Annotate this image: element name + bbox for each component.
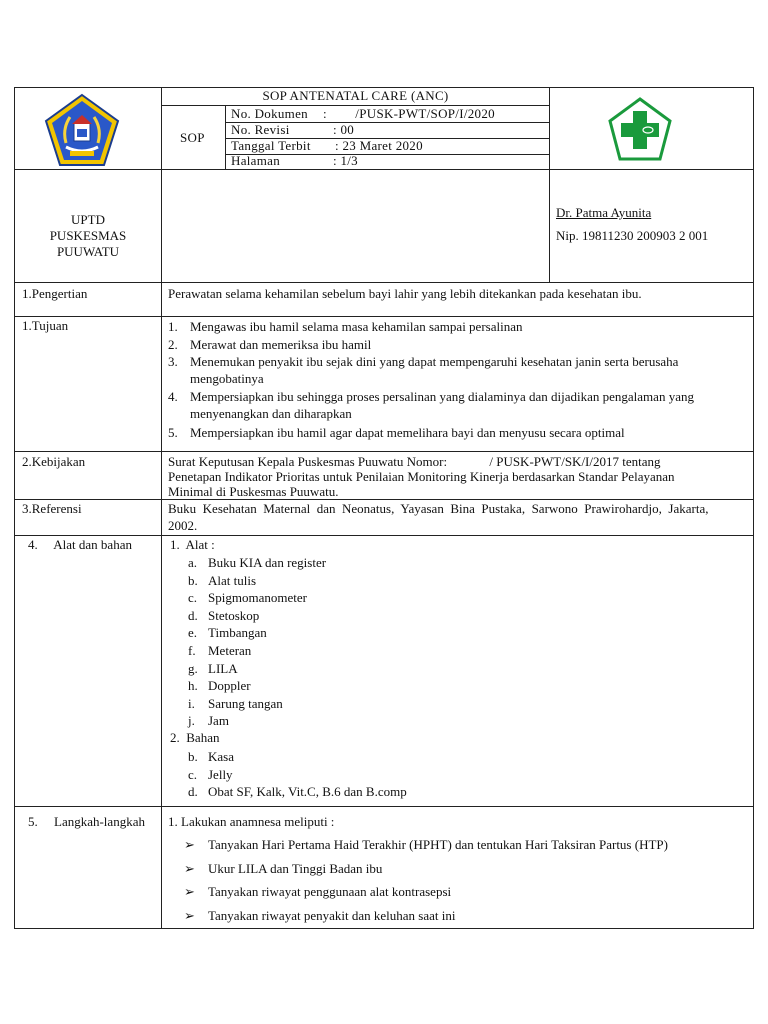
referensi-label: 3.Referensi (22, 501, 82, 516)
tujuan-item-text: Mengawas ibu hamil selama masa kehamilan sampai persalinan (190, 319, 523, 334)
langkah-item-text: Tanyakan riwayat penyakit dan keluhan saat ini (208, 907, 456, 923)
tujuan-item-number: 4. (168, 389, 178, 404)
arrow-bullet-icon: ➢ (184, 884, 195, 899)
alat-item-text: Stetoskop (208, 607, 260, 623)
alat-item-text: Spigmomanometer (208, 590, 307, 606)
bahan-item-text: Jelly (208, 766, 233, 782)
pengertian-text: Perawatan selama kehamilan sebelum bayi lahir yang lebih ditekankan pada kesehatan ibu. (168, 286, 642, 301)
alat-item-text: Timbangan (208, 625, 267, 641)
signer-nip: Nip. 19811230 200903 2 001 (556, 228, 709, 243)
sop-label: SOP (180, 130, 205, 145)
arrow-bullet-icon: ➢ (184, 837, 195, 852)
arrow-bullet-icon: ➢ (184, 860, 195, 876)
tujuan-item-text: Menemukan penyakit ibu sejak dini yang dapat mempengaruhi kesehatan janin serta berusaha (190, 354, 679, 369)
revision-label: No. Revisi (231, 122, 290, 137)
org-name-line2: PUSKESMAS (49, 228, 127, 243)
divider-h-tujuan (14, 451, 754, 452)
bahan-item-marker: b. (188, 749, 198, 764)
tujuan-item-text: Merawat dan memeriksa ibu hamil (190, 337, 372, 352)
kebijakan-line1: Surat Keputusan Kepala Puskesmas Puuwatu Nomor: / PUSK-PWT/SK/I/2017 tentang (168, 454, 661, 469)
alat-item-marker: d. (188, 607, 198, 623)
langkah-intro: 1. Lakukan anamnesa meliputi : (168, 814, 335, 829)
alat-item-text: LILA (208, 660, 238, 676)
langkah-item-text: Tanyakan riwayat penggunaan alat kontrasepsi (208, 884, 452, 899)
pengertian-label: 1.Pengertian (22, 286, 88, 301)
tujuan-item-number: 3. (168, 354, 178, 369)
regional-government-emblem-icon (44, 93, 120, 167)
doc-number-value: : /PUSK-PWT/SOP/I/2020 (323, 106, 495, 121)
puskesmas-green-cross-icon (608, 97, 672, 163)
divider-v-right-logo (549, 87, 550, 282)
alat-group-heading: 1. Alat : (170, 537, 215, 552)
doc-number-label: No. Dokumen (231, 106, 308, 121)
tujuan-item-number: 2. (168, 337, 178, 352)
alat-item-text: Doppler (208, 678, 251, 694)
org-name-line1: UPTD (71, 212, 105, 227)
page-label: Halaman (231, 153, 281, 168)
kebijakan-line3: Minimal di Puskesmas Puuwatu. (168, 484, 339, 499)
alat-item-text: Alat tulis (208, 572, 257, 588)
signer-name: Dr. Patma Ayunita (556, 205, 652, 220)
langkah-label: 5. Langkah-langkah (28, 814, 145, 829)
tujuan-label: 1.Tujuan (22, 318, 69, 333)
tujuan-item-number: 1. (168, 319, 178, 334)
org-name-line3: PUUWATU (56, 244, 120, 259)
alat-item-marker: j. (188, 713, 195, 729)
alat-item-marker: f. (188, 643, 196, 658)
tujuan-item-text: Mempersiapkan ibu sehingga proses persalinan yang dialaminya dan dijadikan pengalaman yang (190, 389, 694, 404)
referensi-line1: Buku Kesehatan Maternal dan Neonatus, Yayasan Bina Pustaka, Sarwono Prawirohardjo, Jakarta, (168, 501, 709, 516)
revision-value: : 00 (333, 122, 355, 137)
divider-v-logo (161, 87, 162, 929)
alat-item-marker: e. (188, 625, 198, 641)
kebijakan-line2: Penetapan Indikator Prioritas untuk Penilaian Monitoring Kinerja berdasarkan Standar Pelayanan (168, 469, 675, 484)
bahan-item-marker: d. (188, 784, 198, 800)
table-border-bottom (14, 928, 754, 929)
bahan-item-text: Kasa (208, 749, 234, 764)
kebijakan-label: 2.Kebijakan (22, 454, 86, 469)
langkah-item-text: Tanyakan Hari Pertama Haid Terakhir (HPHT) dan tentukan Hari Taksiran Partus (HTP) (208, 837, 668, 852)
divider-h-referensi (14, 535, 754, 536)
bahan-item-marker: c. (188, 766, 198, 782)
divider-h-alat (14, 806, 754, 807)
langkah-item-text: Ukur LILA dan Tinggi Badan ibu (208, 860, 383, 876)
alat-item-text: Sarung tangan (208, 695, 283, 711)
divider-h-kebijakan (14, 499, 754, 500)
alat-label: 4. Alat dan bahan (28, 537, 132, 552)
tujuan-item-number: 5. (168, 425, 178, 440)
issue-date-value: : 23 Maret 2020 (335, 138, 423, 153)
issue-date-label: Tanggal Terbit (231, 138, 311, 153)
alat-item-marker: a. (188, 555, 198, 570)
alat-item-marker: c. (188, 590, 198, 606)
bahan-group-heading: 2. Bahan (170, 730, 220, 745)
alat-item-marker: h. (188, 678, 198, 694)
divider-v-sop (225, 105, 226, 169)
tujuan-item-text: mengobatinya (190, 371, 264, 386)
alat-item-marker: b. (188, 572, 198, 588)
alat-item-text: Meteran (208, 643, 252, 658)
page-value: : 1/3 (333, 153, 358, 168)
document-title: SOP ANTENATAL CARE (ANC) (262, 88, 449, 103)
divider-h-org (14, 282, 754, 283)
bahan-item-text: Obat SF, Kalk, Vit.C, B.6 dan B.comp (208, 784, 407, 800)
table-border-right (753, 87, 754, 929)
divider-h-header-bottom (14, 169, 754, 170)
tujuan-item-text: menyenangkan dan diharapkan (190, 406, 352, 421)
alat-item-text: Jam (208, 713, 229, 729)
divider-h-pengertian (14, 316, 754, 317)
alat-item-text: Buku KIA dan register (208, 555, 327, 570)
arrow-bullet-icon: ➢ (184, 907, 195, 923)
alat-item-marker: g. (188, 660, 198, 676)
referensi-line2: 2002. (168, 518, 198, 533)
alat-item-marker: i. (188, 695, 195, 711)
tujuan-item-text: Mempersiapkan ibu hamil agar dapat memelihara bayi dan menyusu secara optimal (190, 425, 625, 440)
